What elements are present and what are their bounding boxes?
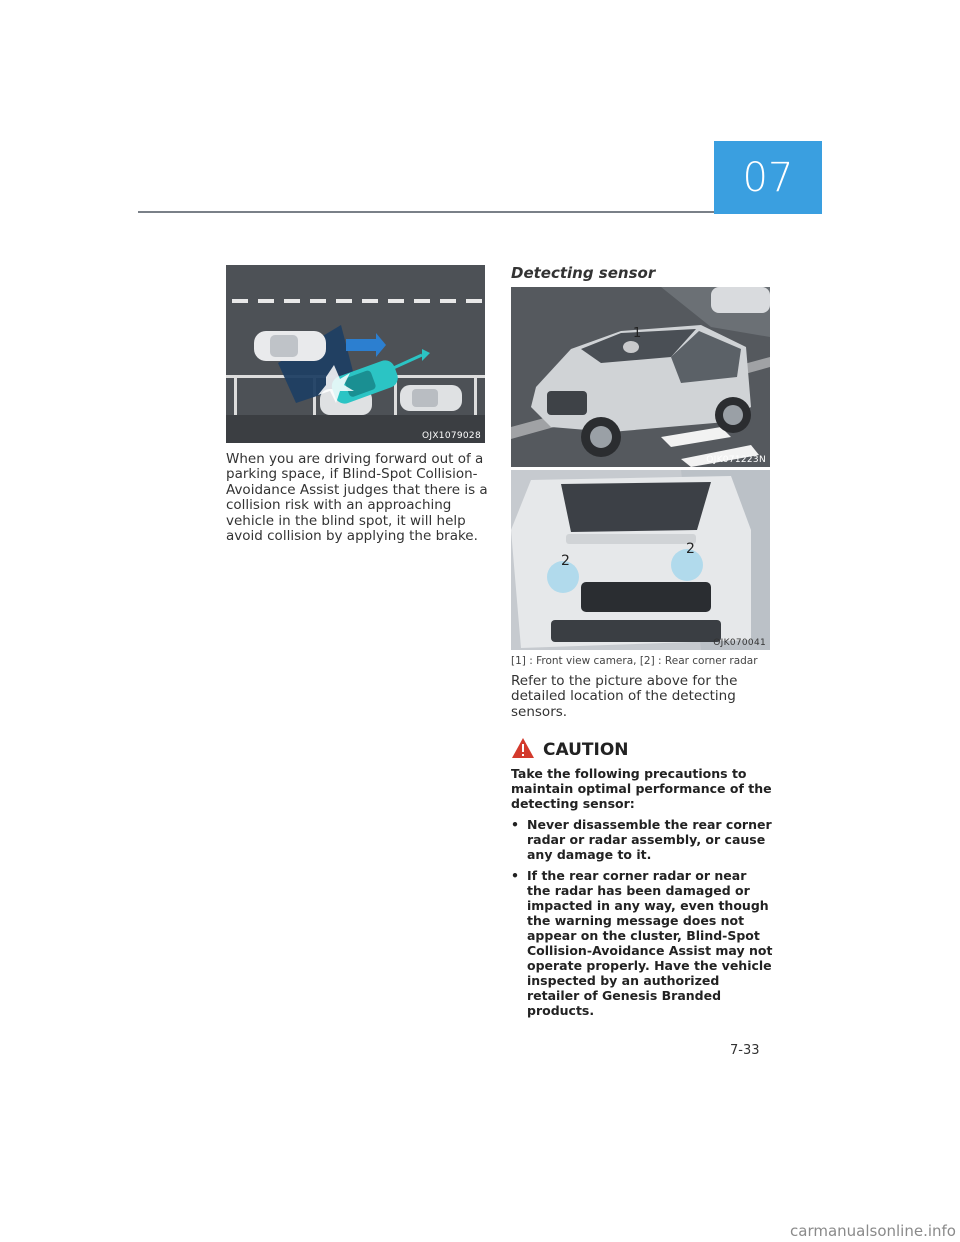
rear-vehicle-graphic: [511, 470, 770, 650]
caution-heading: [511, 737, 629, 763]
warning-triangle-icon: [511, 737, 535, 763]
section-title: Detecting sensor: [511, 264, 656, 282]
caution-bullet: [511, 868, 773, 1018]
header-rule: [138, 211, 714, 213]
caution-bullet-text: Never disassemble the rear corner radar or radar assembly, or cause any damage to it.: [527, 817, 772, 862]
bullet-dot-icon: •: [511, 817, 519, 832]
caution-title: CAUTION: [543, 740, 629, 760]
caution-bullet: [511, 817, 773, 862]
caution-intro: Take the following precautions to maintain optimal performance of the detecting sensor:: [511, 766, 772, 811]
caution-body: [511, 766, 773, 1024]
bcas-illustration: [226, 265, 485, 443]
front-vehicle-graphic: [511, 287, 770, 467]
camera-marker: 1: [633, 326, 642, 341]
figure-code: OJK070041: [713, 638, 766, 648]
bcas-description: When you are driving forward out of a parking space, if Blind-Spot Collision-Avoidance Assist judges that there is a collision risk with an approaching vehicle in the blind spot, it will help avoid collision by applying the brake.: [226, 451, 488, 545]
figure-code: OJX1079028: [422, 431, 481, 441]
radar-marker-left: 2: [561, 553, 570, 569]
parking-scene-graphic: [226, 265, 485, 443]
figure-code: OJK071223N: [706, 455, 766, 465]
caution-bullet-text: If the rear corner radar or near the radar has been damaged or impacted in any way, even though the warning message does not appear on the cluster, Blind-Spot Collision-Avoidance Assist may not operate properly. Have the vehicle inspected by an authorized retailer of Genesis Branded products.: [527, 868, 773, 1018]
figure-caption: [1] : Front view camera, [2] : Rear corner radar: [511, 655, 758, 667]
front-camera-illustration: [511, 287, 770, 467]
bullet-dot-icon: •: [511, 868, 519, 883]
watermark: carmanualsonline.info: [790, 1222, 956, 1240]
sensor-location-text: Refer to the picture above for the detailed location of the detecting sensors.: [511, 673, 738, 720]
page-number: 7-33: [730, 1043, 760, 1058]
rear-radar-illustration: [511, 470, 770, 650]
chapter-tab: 07: [714, 141, 822, 214]
radar-marker-right: 2: [686, 541, 695, 557]
